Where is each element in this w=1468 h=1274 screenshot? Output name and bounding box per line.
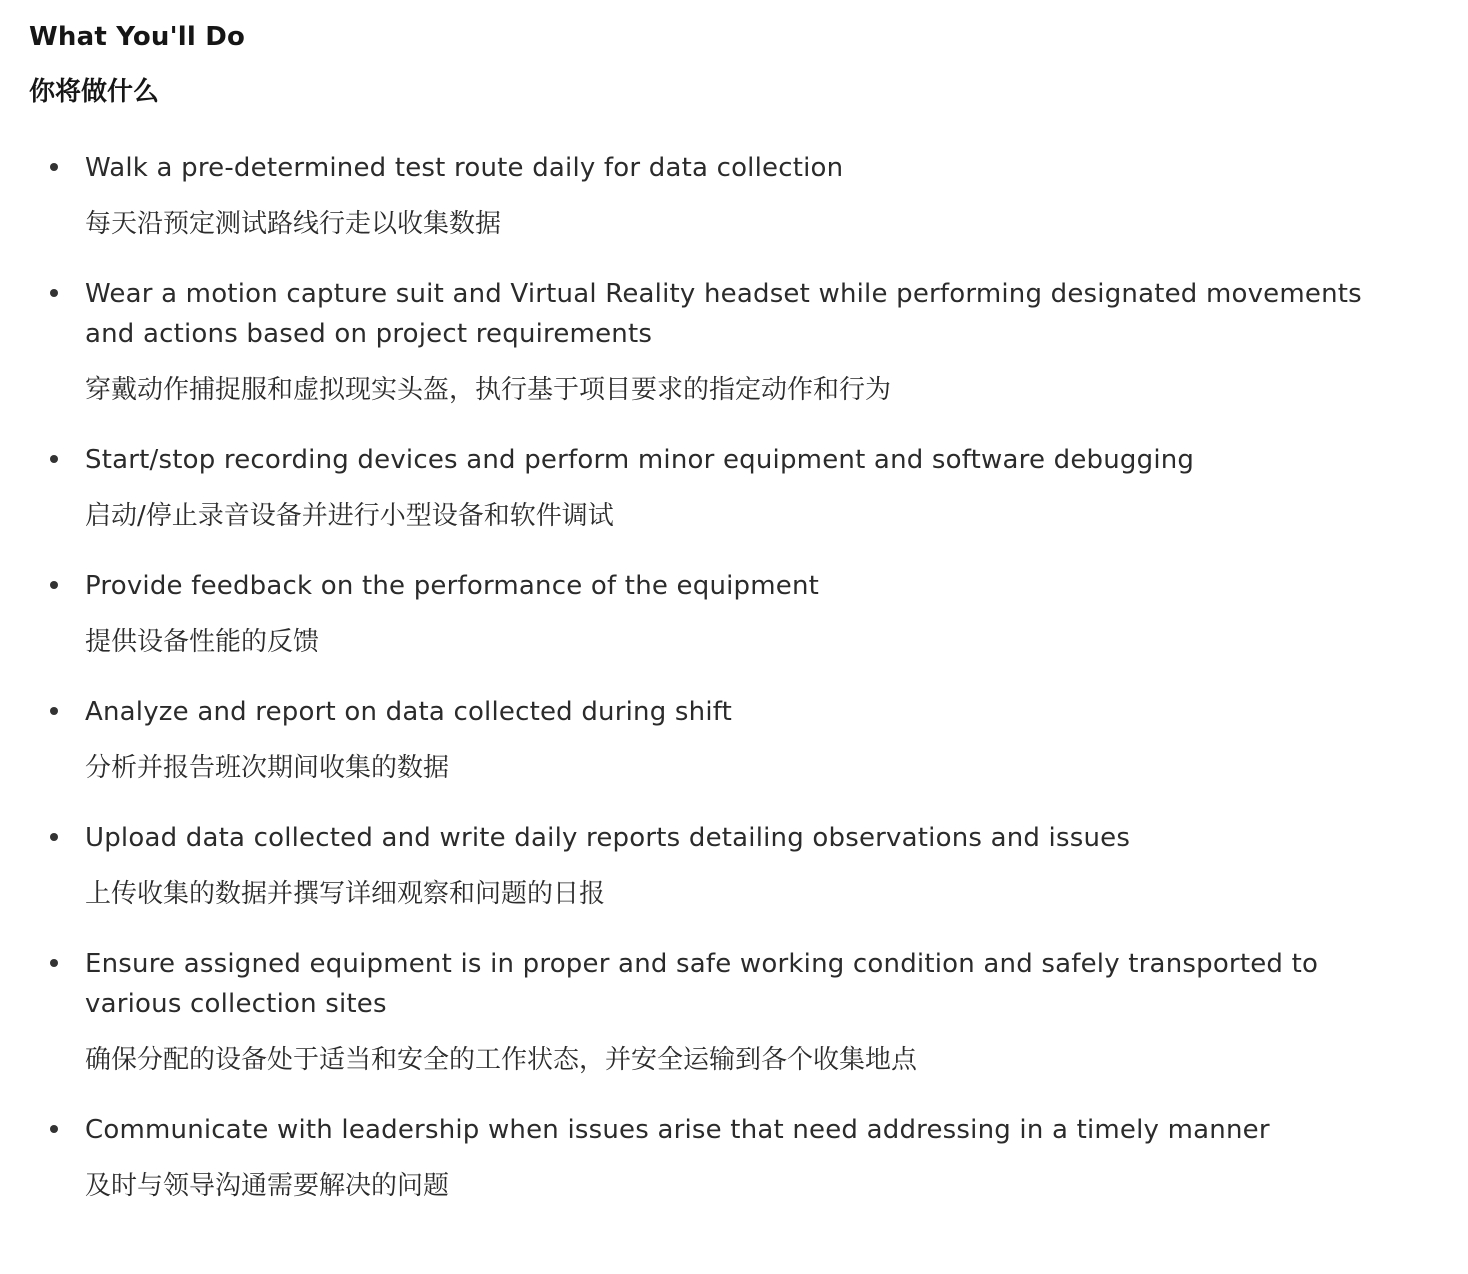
duty-text-zh: 分析并报告班次期间收集的数据 — [85, 753, 450, 783]
bullet-icon — [50, 1125, 58, 1133]
duty-text-zh: 提供设备性能的反馈 — [85, 627, 320, 657]
list-item — [29, 440, 1405, 536]
section-title-en: What You'll Do — [29, 22, 246, 52]
duty-text-zh: 上传收集的数据并撰写详细观察和问题的日报 — [85, 879, 606, 909]
list-item — [29, 566, 1405, 662]
duty-text-zh: 每天沿预定测试路线行走以收集数据 — [85, 209, 502, 239]
list-item — [29, 1110, 1405, 1206]
duty-list — [29, 148, 1468, 1206]
list-item — [29, 944, 1405, 1080]
duty-text-zh: 及时与领导沟通需要解决的问题 — [85, 1171, 450, 1201]
duty-text-en: Provide feedback on the performance of the equipment — [85, 571, 820, 601]
duty-text-en: Wear a motion capture suit and Virtual Reality headset while performing designated movements and actions based on project requirements — [85, 279, 1362, 349]
bullet-icon — [50, 289, 58, 297]
bullet-icon — [50, 707, 58, 715]
bullet-icon — [50, 833, 58, 841]
list-item — [29, 148, 1405, 244]
duty-text-en: Upload data collected and write daily reports detailing observations and issues — [85, 823, 1131, 853]
list-item — [29, 692, 1405, 788]
section-title-zh: 你将做什么 — [29, 77, 160, 107]
bullet-icon — [50, 455, 58, 463]
duty-text-zh: 确保分配的设备处于适当和安全的工作状态，并安全运输到各个收集地点 — [85, 1045, 918, 1075]
bullet-icon — [50, 959, 58, 967]
duty-text-en: Analyze and report on data collected during shift — [85, 697, 733, 727]
list-item — [29, 274, 1405, 410]
duty-text-zh: 启动/停止录音设备并进行小型设备和软件调试 — [85, 501, 614, 531]
duty-text-zh: 穿戴动作捕捉服和虚拟现实头盔，执行基于项目要求的指定动作和行为 — [85, 375, 892, 405]
bullet-icon — [50, 581, 58, 589]
duty-text-en: Ensure assigned equipment is in proper and safe working condition and safely transported to various collection sites — [85, 949, 1319, 1019]
bullet-icon — [50, 163, 58, 171]
duty-text-en: Communicate with leadership when issues arise that need addressing in a timely manner — [85, 1115, 1270, 1145]
list-item — [29, 818, 1405, 914]
duty-text-en: Start/stop recording devices and perform minor equipment and software debugging — [85, 445, 1195, 475]
duty-text-en: Walk a pre-determined test route daily for data collection — [85, 153, 844, 183]
